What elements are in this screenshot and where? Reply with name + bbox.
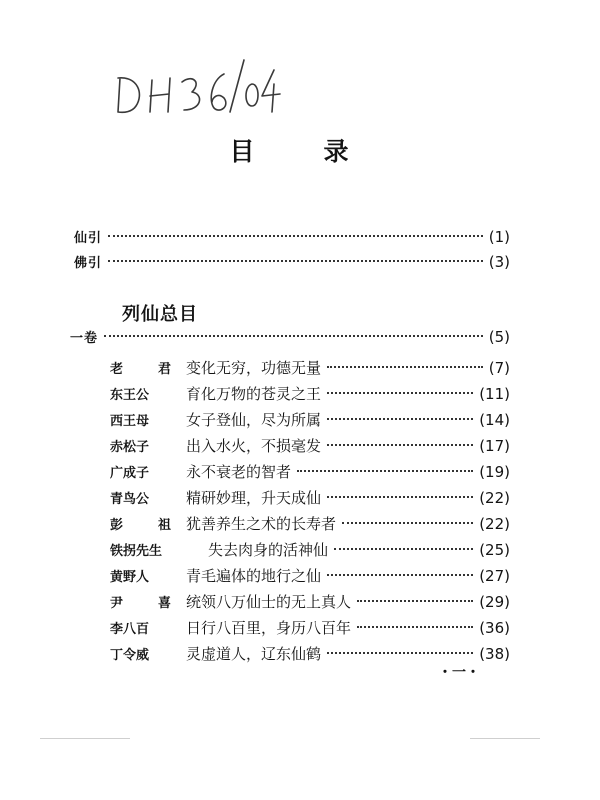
page-title: 目 录 bbox=[229, 137, 371, 166]
entry-description: 变化无穷，功德无量 bbox=[186, 359, 322, 377]
leader-dots bbox=[327, 652, 473, 654]
toc-entry bbox=[110, 356, 510, 380]
entry-description: 永不衰老的智者 bbox=[186, 463, 292, 481]
entry-name: 老 君 bbox=[110, 362, 183, 377]
entry-name: 广成子 bbox=[110, 466, 150, 481]
leader-dots bbox=[327, 392, 473, 394]
entry-description: 出入水火，不损毫发 bbox=[186, 437, 322, 455]
entry-page: (22) bbox=[479, 515, 510, 533]
toc-entry bbox=[110, 434, 510, 458]
entry-page: (19) bbox=[479, 463, 510, 481]
toc-volume bbox=[70, 325, 510, 349]
entry-name: 西王母 bbox=[110, 414, 150, 429]
scan-speck bbox=[470, 738, 540, 739]
volume-page: (5) bbox=[488, 328, 510, 346]
toc-entry bbox=[110, 486, 510, 510]
entry-description: 犹善养生之术的长寿者 bbox=[186, 515, 337, 533]
entry-page: (7) bbox=[488, 359, 510, 377]
entry-name: 尹 喜 bbox=[110, 596, 183, 611]
leader-dots bbox=[327, 366, 483, 368]
toc-entry bbox=[110, 590, 510, 614]
volume-label: 一卷 bbox=[70, 331, 99, 346]
leader-dots bbox=[327, 496, 473, 498]
toc-entry bbox=[110, 512, 510, 536]
entry-page: (11) bbox=[479, 385, 510, 403]
entry-description: 精研妙理，升天成仙 bbox=[186, 489, 322, 507]
entry-page: (36) bbox=[479, 619, 510, 637]
toc-entry bbox=[110, 564, 510, 588]
leader-dots bbox=[297, 470, 473, 472]
entry-name: 赤松子 bbox=[110, 440, 150, 455]
entry-name: 铁拐先生 bbox=[110, 544, 163, 559]
entry-label: 仙引 bbox=[74, 231, 103, 246]
entry-description: 失去肉身的活神仙 bbox=[208, 541, 329, 559]
entry-description: 青毛遍体的地行之仙 bbox=[186, 567, 322, 585]
leader-dots bbox=[327, 444, 473, 446]
toc-entry bbox=[110, 408, 510, 432]
entry-page: (29) bbox=[479, 593, 510, 611]
leader-dots bbox=[108, 235, 483, 237]
leader-dots bbox=[342, 522, 473, 524]
entry-page: (3) bbox=[488, 253, 510, 271]
entry-name: 彭 祖 bbox=[110, 518, 183, 533]
entry-description: 灵虚道人，辽东仙鹤 bbox=[186, 645, 322, 663]
toc-entry bbox=[110, 460, 510, 484]
entry-description: 统领八万仙士的无上真人 bbox=[186, 593, 352, 611]
entry-page: (27) bbox=[479, 567, 510, 585]
page-folio: ・一・ bbox=[438, 665, 480, 681]
leader-dots bbox=[327, 574, 473, 576]
leader-dots bbox=[334, 548, 473, 550]
toc-entry bbox=[110, 382, 510, 406]
entry-name: 丁令威 bbox=[110, 648, 150, 663]
leader-dots bbox=[104, 335, 483, 337]
entry-name: 青鸟公 bbox=[110, 492, 150, 507]
entry-page: (25) bbox=[479, 541, 510, 559]
entry-page: (14) bbox=[479, 411, 510, 429]
entry-name: 李八百 bbox=[110, 622, 150, 637]
toc-entry-xianyin bbox=[74, 225, 510, 249]
entry-name: 东王公 bbox=[110, 388, 150, 403]
entry-description: 育化万物的苍灵之王 bbox=[186, 385, 322, 403]
handwritten-annotation bbox=[112, 50, 282, 120]
scan-speck bbox=[40, 738, 130, 739]
entry-description: 女子登仙，尽为所属 bbox=[186, 411, 322, 429]
section-title: 列仙总目 bbox=[122, 304, 198, 325]
entry-name: 黄野人 bbox=[110, 570, 150, 585]
toc-entry bbox=[110, 538, 510, 562]
leader-dots bbox=[108, 260, 483, 262]
leader-dots bbox=[327, 418, 473, 420]
leader-dots bbox=[357, 626, 473, 628]
leader-dots bbox=[357, 600, 473, 602]
entry-page: (38) bbox=[479, 645, 510, 663]
toc-entry-foyin bbox=[74, 250, 510, 274]
entry-page: (22) bbox=[479, 489, 510, 507]
toc-entry bbox=[110, 616, 510, 640]
entry-description: 日行八百里，身历八百年 bbox=[186, 619, 352, 637]
entry-page: (17) bbox=[479, 437, 510, 455]
entry-label: 佛引 bbox=[74, 256, 103, 271]
entry-page: (1) bbox=[488, 228, 510, 246]
